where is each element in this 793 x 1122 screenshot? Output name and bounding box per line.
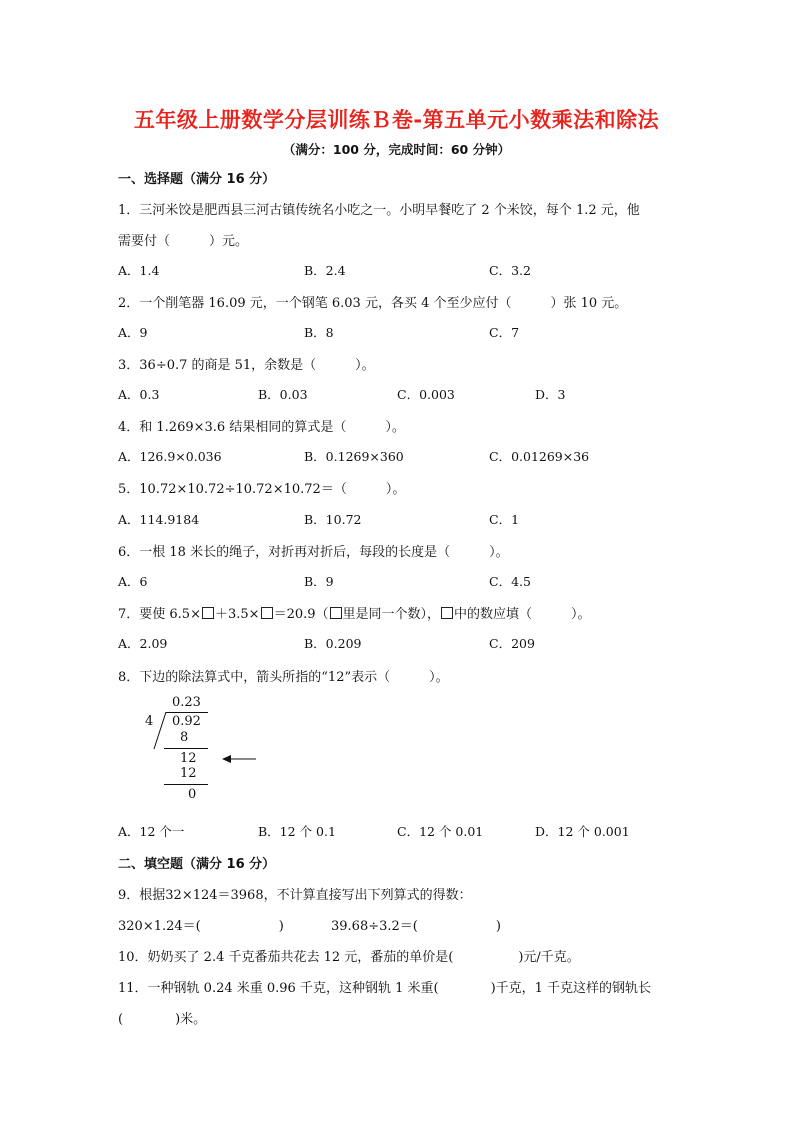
q7-part5: 中的数应填（ ）。	[454, 607, 591, 622]
division-step2: 12	[180, 751, 197, 766]
question-11-line1: 11．一种钢轨 0.24 米重 0.96 千克，这种钢轨 1 米重( )千克，1 千克这样的钢轨长	[118, 981, 652, 996]
blank-box-icon	[330, 607, 342, 619]
q7-part2: ＋3.5×	[214, 607, 260, 622]
question-9: 9．根据32×124＝3968，不计算直接写出下列算式的得数：	[118, 888, 472, 903]
q3-option-c: C．0.003	[397, 387, 455, 402]
q7-option-b: B．0.209	[304, 636, 362, 651]
q7-option-a: A．2.09	[118, 636, 168, 651]
q5-option-c: C．1	[489, 512, 520, 527]
q6-option-c: C．4.5	[489, 574, 531, 589]
question-1-line2: 需要付（ ）元。	[118, 234, 249, 249]
q6-option-a: A．6	[118, 574, 148, 589]
division-bracket-icon	[152, 712, 168, 750]
q7-part4: 里是同一个数），	[342, 607, 441, 622]
question-1-line1: 1．三河米饺是肥西县三河古镇传统名小吃之一。小明早餐吃了 2 个米饺，每个 1.2 元，他	[118, 203, 640, 218]
q4-option-a: A．126.9×0.036	[118, 449, 222, 464]
q1-option-c: C．3.2	[489, 263, 531, 278]
q1-option-a: A．1.4	[118, 263, 160, 278]
q6-option-b: B．9	[304, 574, 334, 589]
q3-option-a: A．0.3	[118, 387, 160, 402]
long-division-figure	[140, 695, 280, 807]
q9-expression-1: 320×1.24＝( )	[118, 919, 284, 934]
question-6: 6．一根 18 米长的绳子，对折再对折后，每段的长度是（ ）。	[118, 545, 509, 560]
blank-box-icon	[441, 607, 453, 619]
q7-part3: ＝20.9（	[273, 607, 329, 622]
page-subtitle: （满分：100 分，完成时间：60 分钟）	[282, 142, 511, 157]
question-2: 2．一个削笔器 16.09 元，一个钢笔 6.03 元，各买 4 个至少应付（ ）张 10 元。	[118, 296, 628, 311]
q2-option-b: B．8	[304, 325, 334, 340]
division-rule-1	[164, 748, 208, 749]
q9-expression-2: 39.68÷3.2＝( )	[331, 919, 501, 934]
q8-option-b: B．12 个 0.1	[258, 824, 336, 839]
q2-option-c: C．7	[489, 325, 520, 340]
division-remainder: 0	[188, 787, 197, 802]
question-3: 3．36÷0.7 的商是 51，余数是（ ）。	[118, 358, 375, 373]
q4-option-b: B．0.1269×360	[304, 449, 404, 464]
division-dividend: 0.92	[172, 714, 201, 729]
q3-option-b: B．0.03	[258, 387, 308, 402]
question-5: 5．10.72×10.72÷10.72×10.72＝（ ）。	[118, 482, 406, 497]
q7-part1: 7．要使 6.5×	[118, 607, 201, 622]
page-title: 五年级上册数学分层训练Ｂ卷-第五单元小数乘法和除法	[133, 108, 660, 132]
q2-option-a: A．9	[118, 325, 148, 340]
question-7	[118, 603, 591, 622]
blank-box-icon	[261, 607, 273, 619]
question-4: 4．和 1.269×3.6 结果相同的算式是（ ）。	[118, 420, 405, 435]
q3-option-d: D．3	[535, 387, 566, 402]
section-heading-choice: 一、选择题（满分 16 分）	[118, 172, 276, 187]
division-step3: 12	[180, 766, 197, 781]
q8-option-d: D．12 个 0.001	[535, 824, 630, 839]
division-divisor: 4	[145, 714, 154, 729]
division-quotient: 0.23	[172, 695, 201, 710]
question-11-line2: ( )米。	[118, 1012, 207, 1027]
division-rule-2	[164, 784, 208, 785]
q8-option-c: C．12 个 0.01	[397, 824, 484, 839]
q1-option-b: B．2.4	[304, 263, 346, 278]
question-10: 10．奶奶买了 2.4 千克番茄共花去 12 元，番茄的单价是( )元/千克。	[118, 950, 580, 965]
q7-option-c: C．209	[489, 636, 535, 651]
q8-option-a: A．12 个一	[118, 824, 185, 839]
q4-option-c: C．0.01269×36	[489, 449, 590, 464]
division-step1: 8	[180, 730, 189, 745]
arrow-left-icon	[222, 753, 258, 765]
question-8: 8．下边的除法算式中，箭头所指的“12”表示（ ）。	[118, 670, 449, 685]
section-heading-fill: 二、填空题（满分 16 分）	[118, 857, 276, 872]
q5-option-b: B．10.72	[304, 512, 362, 527]
division-bar	[166, 712, 208, 713]
q5-option-a: A．114.9184	[118, 512, 200, 527]
blank-box-icon	[202, 607, 214, 619]
